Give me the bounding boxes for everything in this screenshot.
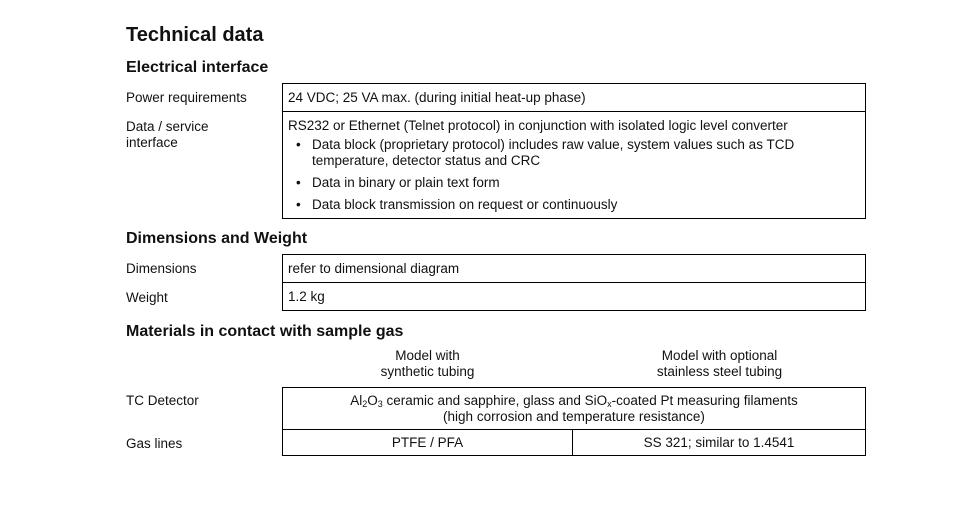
dimensions-table <box>126 254 866 311</box>
tc-detector-label: TC Detector <box>126 393 199 408</box>
tc-detector-line1 <box>288 393 860 409</box>
gas-lines-label: Gas lines <box>126 436 183 451</box>
header-line: Model with <box>395 348 460 363</box>
header-line: stainless steel tubing <box>656 364 783 379</box>
list-item <box>288 175 860 191</box>
dimensions-weight-heading: Dimensions and Weight <box>126 230 308 247</box>
subscript: 2 <box>362 399 368 409</box>
list-item <box>288 137 860 169</box>
table-row <box>126 83 866 112</box>
list-item <box>288 197 860 213</box>
dimensions-label: Dimensions <box>126 261 197 276</box>
dimensions-value: refer to dimensional diagram <box>282 254 866 283</box>
table-row <box>126 387 866 430</box>
weight-label: Weight <box>126 290 168 305</box>
bullet-icon: • <box>296 175 301 190</box>
formula-text: ceramic and sapphire, glass and SiO <box>382 393 608 408</box>
power-requirements-value: 24 VDC; 25 VA max. (during initial heat-up phase) <box>282 83 866 112</box>
column-header-stainless <box>573 348 866 380</box>
materials-table <box>126 387 866 456</box>
materials-column-headers <box>126 348 866 380</box>
bullet-icon: • <box>296 137 301 152</box>
data-service-interface-value <box>282 112 866 219</box>
power-requirements-label: Power requirements <box>126 90 247 105</box>
electrical-table <box>126 83 866 219</box>
bullet-icon: • <box>296 197 301 212</box>
interface-description: RS232 or Ethernet (Telnet protocol) in conjunction with isolated logic level converter <box>288 118 788 133</box>
tc-detector-line2: (high corrosion and temperature resistance) <box>443 409 705 424</box>
electrical-interface-heading: Electrical interface <box>126 59 269 76</box>
table-row <box>126 283 866 311</box>
header-line: Model with optional <box>661 348 778 363</box>
materials-heading: Materials in contact with sample gas <box>126 323 404 340</box>
gas-lines-stainless-value: SS 321; similar to 1.4541 <box>573 430 866 456</box>
column-header-synthetic <box>282 348 573 380</box>
list-item-text: Data in binary or plain text form <box>312 175 500 190</box>
tc-detector-value <box>282 387 866 430</box>
table-row <box>126 254 866 283</box>
header-line: synthetic tubing <box>380 364 475 379</box>
label-line: Data / service <box>126 119 209 134</box>
technical-data-page <box>126 22 866 456</box>
page-title: Technical data <box>126 24 264 46</box>
formula-text: O <box>367 393 378 408</box>
subscript: 3 <box>377 399 383 409</box>
gas-lines-synthetic-value: PTFE / PFA <box>282 430 573 456</box>
list-item-text: Data block transmission on request or continuously <box>312 197 618 212</box>
data-service-interface-label <box>126 112 282 219</box>
list-item-text: Data block (proprietary protocol) includes raw value, system values such as TCD temperature, detector status and CRC <box>312 137 795 168</box>
header-spacer <box>126 348 282 380</box>
formula-text: -coated Pt measuring filaments <box>611 393 798 408</box>
table-row <box>126 112 866 219</box>
table-row <box>126 430 866 456</box>
feature-list <box>288 137 860 213</box>
label-line: interface <box>126 135 178 150</box>
subscript: x <box>607 399 612 409</box>
formula-text: Al <box>350 393 363 408</box>
weight-value: 1.2 kg <box>282 283 866 311</box>
